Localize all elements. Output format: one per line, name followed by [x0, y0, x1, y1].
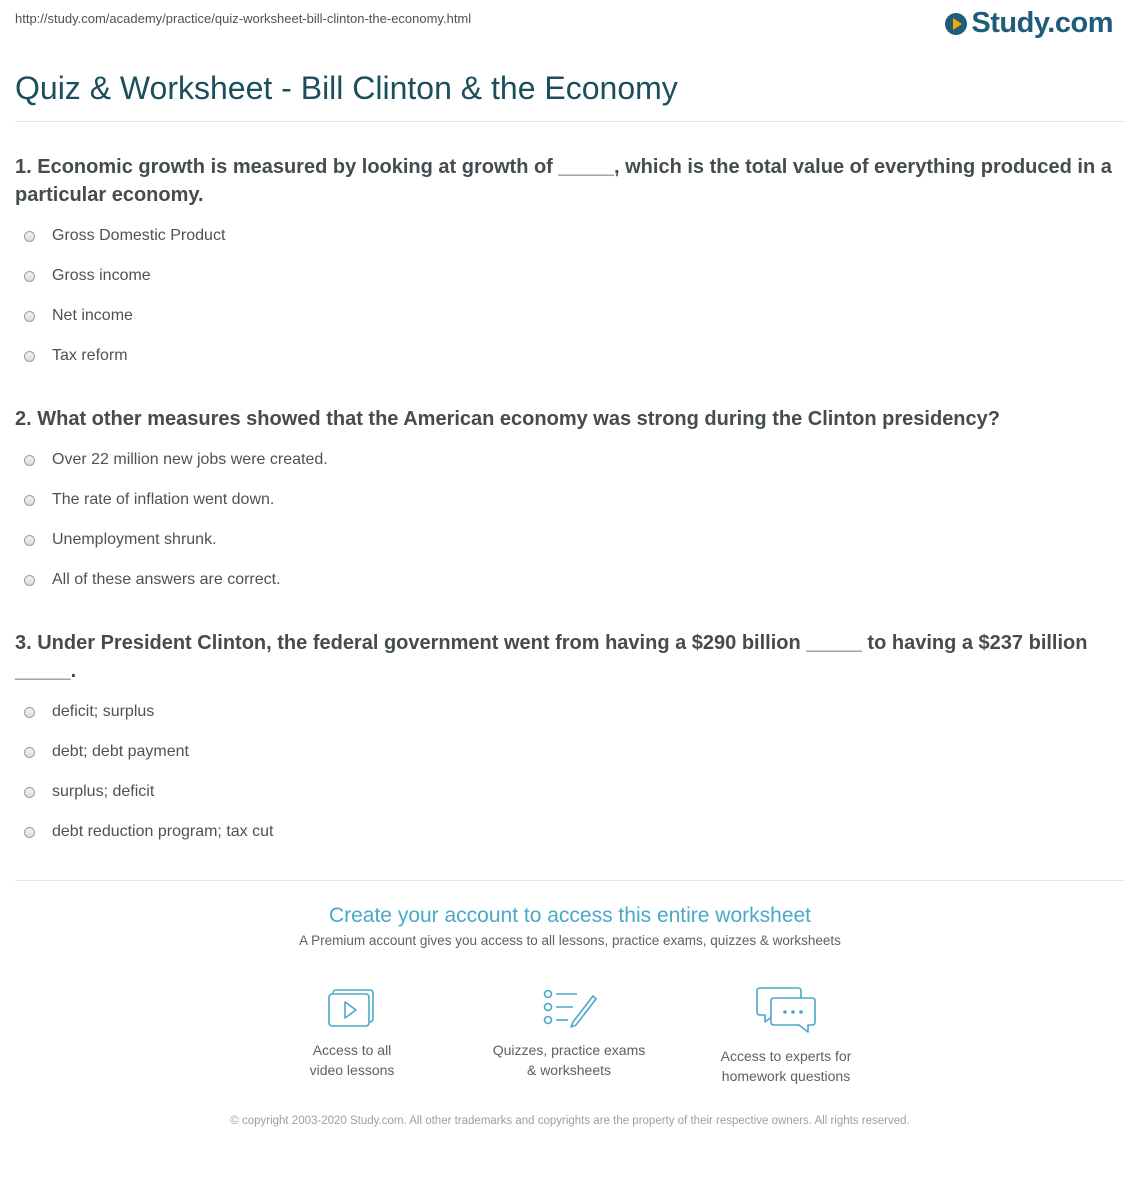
answer-option[interactable] — [15, 488, 274, 512]
study-logo[interactable] — [945, 9, 1113, 38]
answer-label: Net income — [52, 307, 133, 324]
answer-label: surplus; deficit — [52, 783, 155, 800]
feature-line: homework questions — [721, 1068, 851, 1084]
answer-option[interactable] — [15, 528, 217, 552]
radio-icon[interactable] — [24, 575, 35, 586]
answer-option[interactable] — [15, 700, 154, 724]
logo-text: Study.com — [971, 7, 1113, 39]
chat-bubbles-icon — [754, 986, 818, 1036]
answer-label: Tax reform — [52, 347, 128, 364]
answer-label: debt reduction program; tax cut — [52, 823, 274, 840]
play-logo-icon — [945, 13, 967, 35]
answer-label: deficit; surplus — [52, 703, 155, 720]
radio-icon[interactable] — [24, 747, 35, 758]
answer-option[interactable] — [15, 820, 273, 844]
page-url: http://study.com/academy/practice/quiz-worksheet-bill-clinton-the-economy.html — [15, 11, 472, 26]
divider — [15, 880, 1125, 881]
radio-icon[interactable] — [24, 271, 35, 282]
radio-icon[interactable] — [24, 787, 35, 798]
answer-label: Gross income — [52, 267, 151, 284]
feature-line: Access to experts for — [720, 1048, 852, 1064]
answer-label: All of these answers are correct. — [52, 571, 281, 588]
create-account-link[interactable]: Create your account to access this entire worksheet — [328, 904, 812, 927]
question-text: 1. Economic growth is measured by looking at growth of _____, which is the total value of everything produced in a particular economy. — [15, 156, 1112, 206]
answer-option[interactable] — [15, 344, 128, 368]
radio-icon[interactable] — [24, 827, 35, 838]
answer-label: The rate of inflation went down. — [52, 491, 275, 508]
question-3 — [15, 629, 1125, 685]
answer-option[interactable] — [15, 264, 151, 288]
copyright: © copyright 2003-2020 Study.com. All other trademarks and copyrights are the property of their respective owners. All rights reserved. — [230, 1115, 910, 1127]
answer-option[interactable] — [15, 304, 133, 328]
feature-line: & worksheets — [526, 1062, 612, 1078]
answer-label: Unemployment shrunk. — [52, 531, 217, 548]
answer-option[interactable] — [15, 780, 154, 804]
page-title: Quiz & Worksheet - Bill Clinton & the Economy — [15, 70, 678, 106]
answer-option[interactable] — [15, 224, 225, 248]
question-text: 2. What other measures showed that the American economy was strong during the Clinton presidency? — [15, 408, 1000, 430]
radio-icon[interactable] — [24, 707, 35, 718]
radio-icon[interactable] — [24, 231, 35, 242]
question-1 — [15, 153, 1125, 209]
feature-video-lessons — [262, 986, 442, 1080]
radio-icon[interactable] — [24, 535, 35, 546]
radio-icon[interactable] — [24, 351, 35, 362]
question-2 — [15, 405, 1125, 433]
video-lesson-icon — [326, 986, 378, 1030]
answer-option[interactable] — [15, 448, 328, 472]
divider — [15, 121, 1125, 122]
answer-label: debt; debt payment — [52, 743, 189, 760]
feature-line: Quizzes, practice exams — [492, 1042, 646, 1058]
answer-option[interactable] — [15, 740, 189, 764]
quiz-checklist-icon — [541, 986, 597, 1030]
question-text: 3. Under President Clinton, the federal government went from having a $290 billion _____ to having a $237 billion _____. — [15, 632, 1088, 682]
feature-quizzes — [479, 986, 659, 1080]
radio-icon[interactable] — [24, 495, 35, 506]
answer-label: Over 22 million new jobs were created. — [52, 451, 328, 468]
radio-icon[interactable] — [24, 455, 35, 466]
feature-experts — [696, 986, 876, 1086]
premium-description: A Premium account gives you access to all lessons, practice exams, quizzes & worksheets — [299, 933, 841, 948]
feature-line: video lessons — [309, 1062, 395, 1078]
radio-icon[interactable] — [24, 311, 35, 322]
feature-line: Access to all — [312, 1042, 392, 1058]
answer-label: Gross Domestic Product — [52, 227, 226, 244]
answer-option[interactable] — [15, 568, 281, 592]
